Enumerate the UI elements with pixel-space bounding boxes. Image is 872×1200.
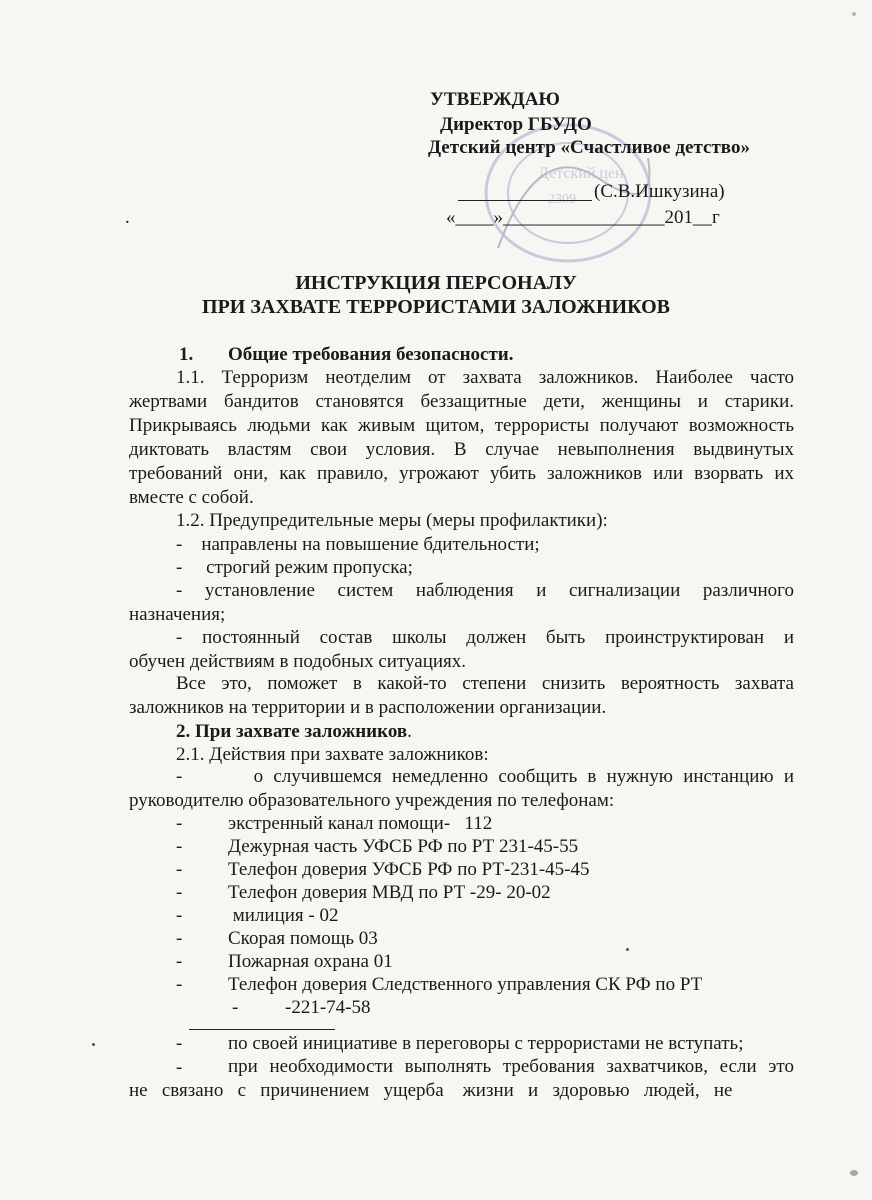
phone-item: милиция - 02 — [228, 905, 339, 926]
phone-dash-6: - — [176, 928, 183, 949]
measure-item-2: - строгий режим пропуска; — [176, 557, 413, 578]
signature-underline — [458, 200, 592, 201]
approve-label: УТВЕРЖДАЮ — [430, 89, 560, 110]
action-dash-3: - — [176, 1057, 183, 1078]
paragraph-1-1-line3: Прикрываясь людьми как живым щитом, террористы получают возможность — [129, 415, 794, 436]
phone-item: экстренный канал помощи- 112 — [228, 813, 493, 834]
phone-item: Телефон доверия МВД по РТ -29- 20-02 — [228, 882, 551, 903]
summary-line1: Все это, поможет в какой-то степени снизить вероятность захвата — [176, 673, 794, 694]
section1-number: 1. — [179, 344, 194, 365]
measure-item-4-line2: обучен действиям в подобных ситуациях. — [129, 651, 467, 672]
section1-title: Общие требования безопасности. — [228, 344, 514, 365]
phone-dash-4: - — [176, 882, 183, 903]
section2-title: 2. При захвате заложников — [176, 721, 408, 742]
measure-item-4-line1: - постоянный состав школы должен быть проинструктирован и — [176, 627, 794, 648]
scan-speck — [852, 12, 856, 16]
action-3-line1: при необходимости выполнять требования захватчиков, если это — [228, 1056, 794, 1077]
section2-title-dot: . — [407, 721, 412, 742]
section2-heading — [176, 720, 412, 743]
organization-name: Детский центр «Счастливое детство» — [428, 137, 750, 158]
phone-item: Пожарная охрана 01 — [228, 951, 393, 972]
svg-text:2309: 2309 — [548, 192, 576, 207]
phone-item: Телефон доверия Следственного управления СК РФ по РТ — [228, 974, 703, 995]
paragraph-1-1-line2: жертвами бандитов становятся беззащитные дети, женщины и старики. — [129, 391, 794, 412]
scan-speck — [850, 1170, 858, 1176]
phone-dash-3: - — [176, 859, 183, 880]
date-line: «____»_________________201__г — [446, 207, 720, 228]
phone-dash-8: - — [176, 974, 183, 995]
page-subtitle: ПРИ ЗАХВАТЕ ТЕРРОРИСТАМИ ЗАЛОЖНИКОВ — [202, 296, 670, 318]
paragraph-1-1-line6: вместе с собой. — [129, 487, 254, 508]
action-2: по своей инициативе в переговоры с террористами не вступать; — [228, 1033, 744, 1054]
stamp-text: Детский цен — [538, 165, 624, 182]
phone-item: Телефон доверия УФСБ РФ по РТ-231-45-45 — [228, 859, 590, 880]
phone-dash-7: - — [176, 951, 183, 972]
scan-speck — [92, 1043, 95, 1046]
paragraph-1-1-line5: требований они, как правило, угрожают убить заложников или взорвать их — [129, 463, 794, 484]
measure-item-1: - направлены на повышение бдительности; — [176, 534, 540, 555]
left-dot: . — [125, 207, 130, 228]
measure-item-3-line1: - установление систем наблюдения и сигнализации различного — [176, 580, 794, 601]
page-title: ИНСТРУКЦИЯ ПЕРСОНАЛУ — [295, 272, 577, 294]
paragraph-1-2: 1.2. Предупредительные меры (меры профилактики): — [176, 510, 608, 531]
paragraph-1-1-line4: диктовать властям свои условия. В случае невыполнения выдвинутых — [129, 439, 794, 460]
phone-dash-2: - — [176, 836, 183, 857]
director-position: Директор ГБУДО — [440, 114, 592, 135]
phone-item: Скорая помощь 03 — [228, 928, 378, 949]
phone-dash-1: - — [176, 813, 183, 834]
phone-dash-9: - — [232, 997, 239, 1018]
paragraph-2-1: 2.1. Действия при захвате заложников: — [176, 744, 489, 765]
action-3-line2: не связано с причинением ущерба жизни и здоровью людей, не — [129, 1080, 733, 1101]
paragraph-1-1-line1: 1.1. Терроризм неотделим от захвата заложников. Наиболее часто — [176, 367, 794, 388]
action-1-line1: - о случившемся немедленно сообщить в нужную инстанцию и — [176, 766, 794, 787]
measure-item-3-line2: назначения; — [129, 604, 226, 625]
signature-name: (С.В.Ишкузина) — [594, 181, 725, 202]
phone-item: Дежурная часть УФСБ РФ по РТ 231-45-55 — [228, 836, 579, 857]
action-dash-2: - — [176, 1033, 183, 1054]
footnote-separator — [189, 1029, 335, 1030]
summary-line2: заложников на территории и в расположении организации. — [129, 697, 607, 718]
phone-extra: -221-74-58 — [285, 997, 371, 1018]
phone-dash-5: - — [176, 905, 183, 926]
scan-speck — [626, 948, 629, 951]
action-1-line2: руководителю образовательного учреждения по телефонам: — [129, 790, 615, 811]
